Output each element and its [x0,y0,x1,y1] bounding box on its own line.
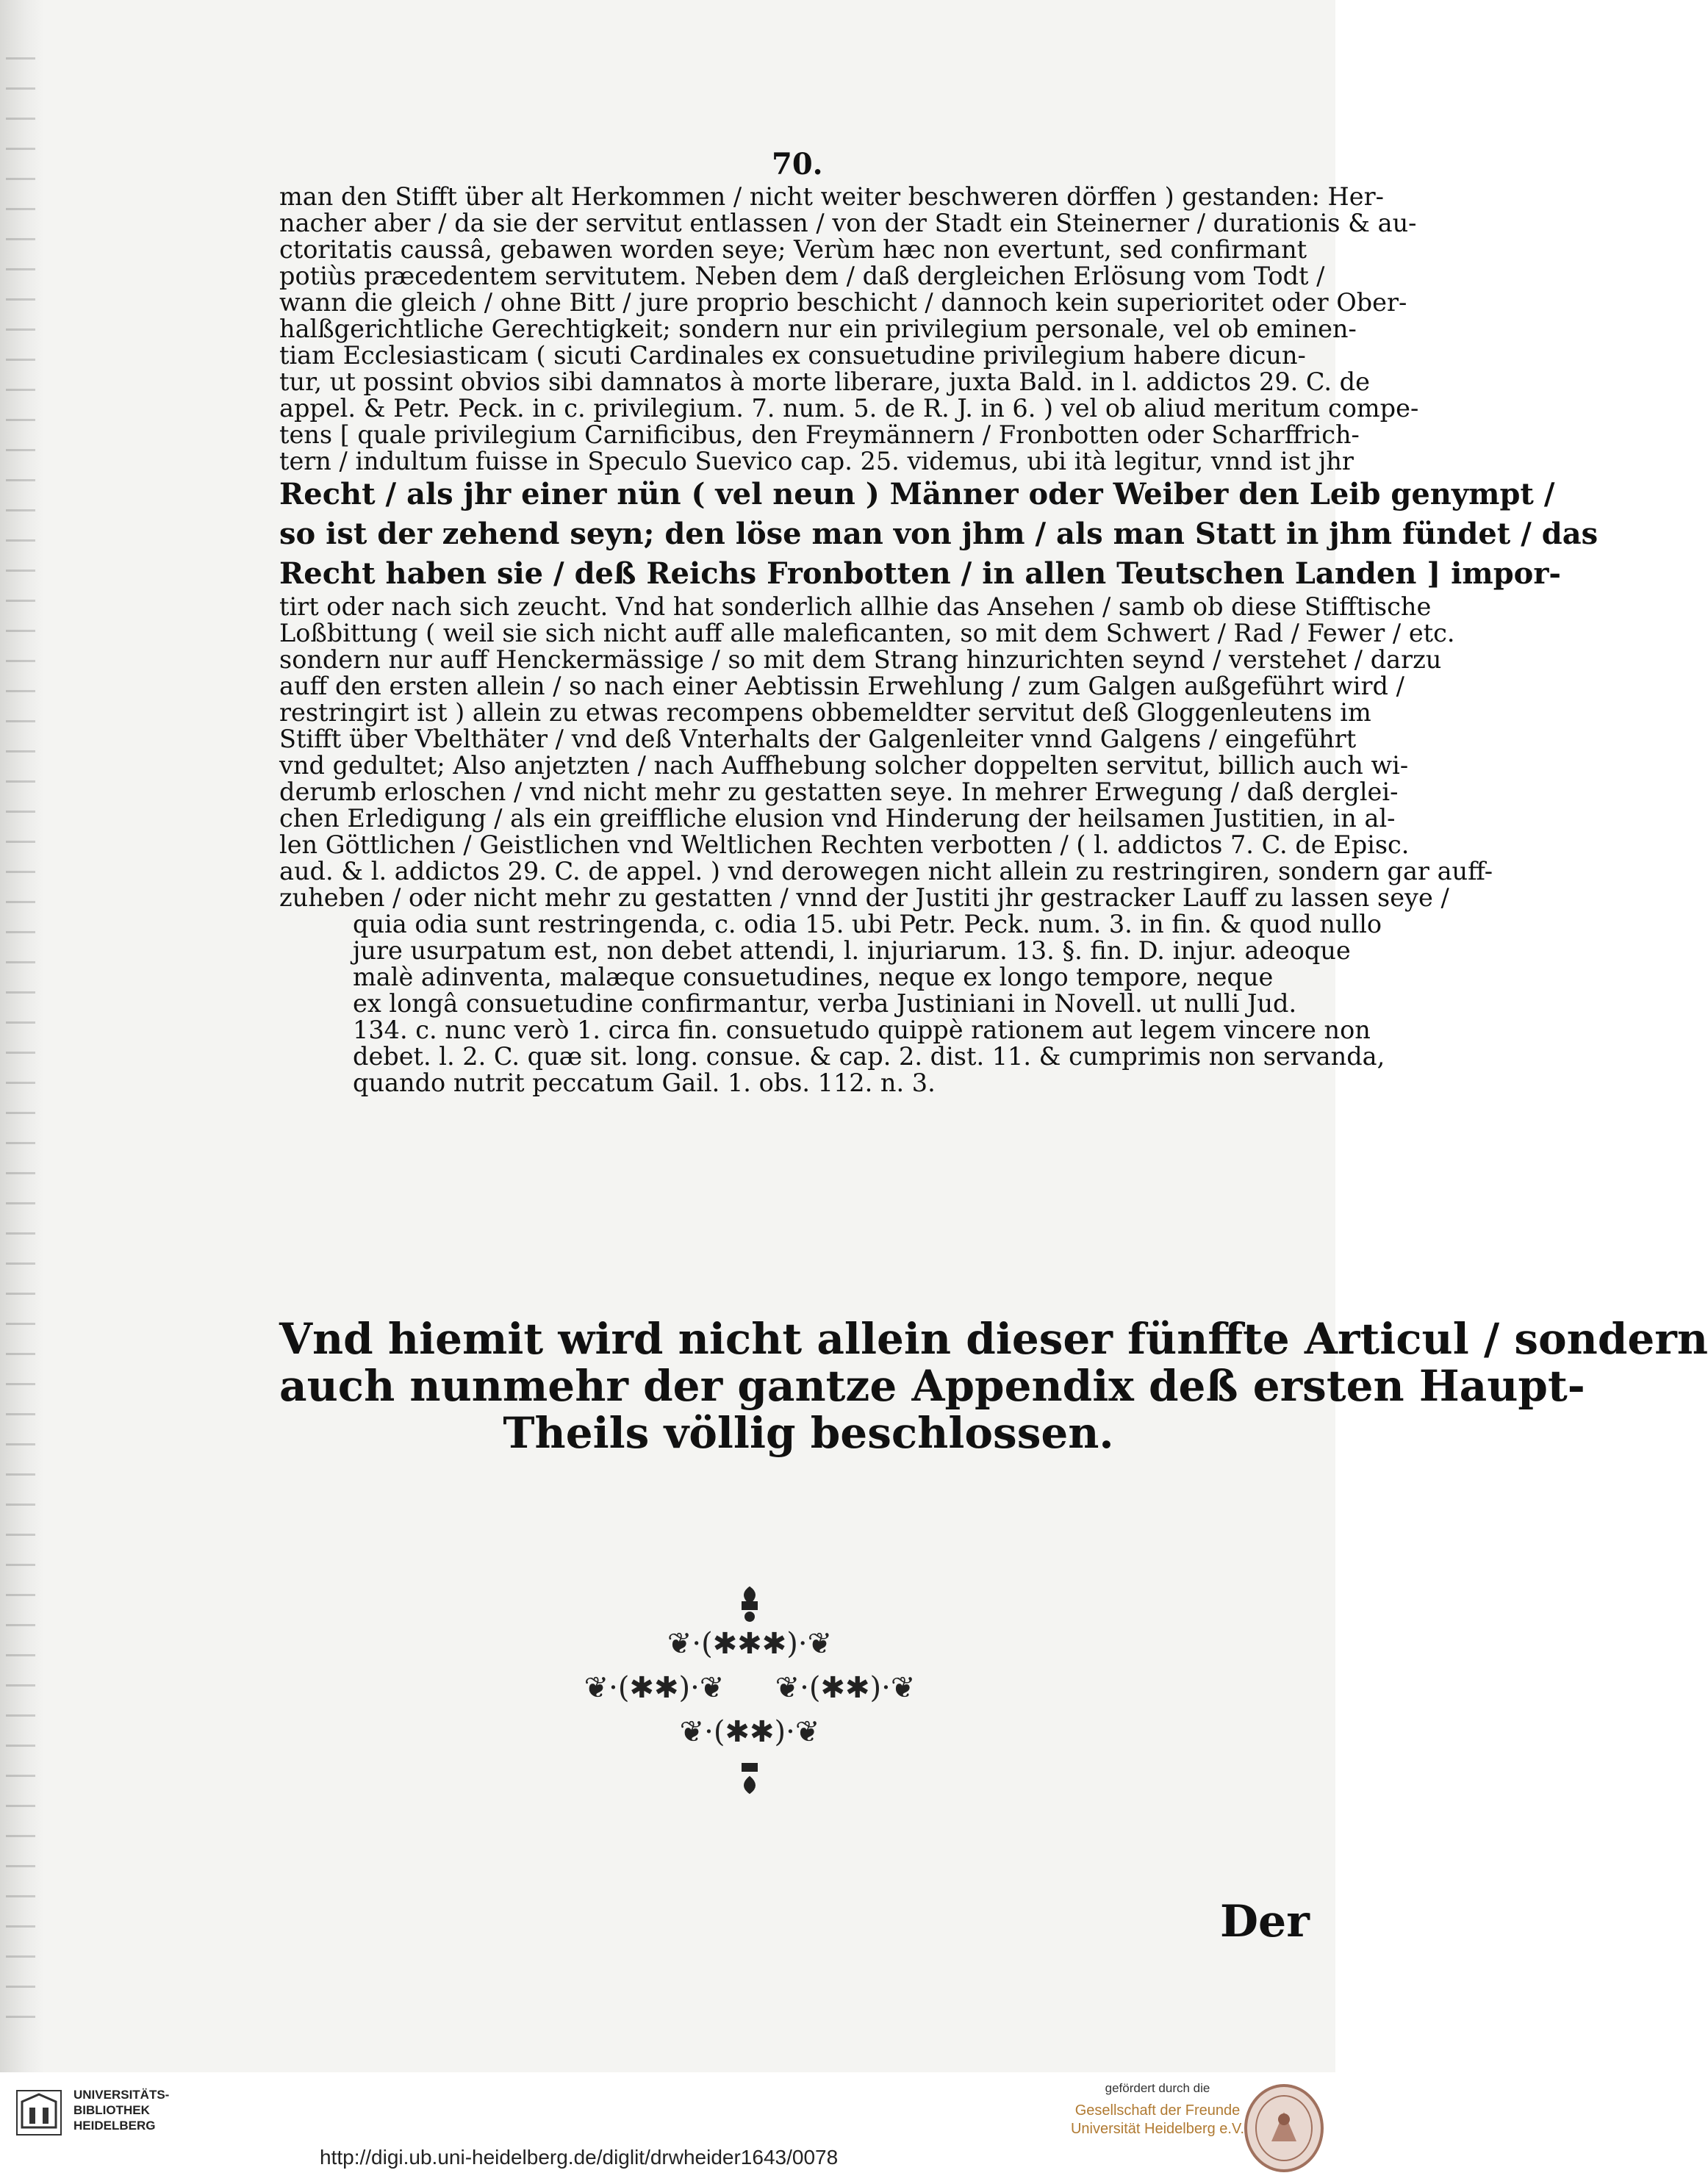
text-line: Stifft über Vbelthäter / vnd deß Vnterhalts der Galgenleiter vnnd Galgens / eingeführt [279,725,1357,753]
body-text [279,182,1598,1097]
text-line: halßgerichtliche Gerechtigkeit; sondern nur ein privilegium personale, vel ob eminen- [279,315,1357,343]
emphasis-line: Recht haben sie / deß Reichs Fronbotten / in allen Teutschen Landen ] impor- [279,556,1562,591]
gutter-shadow [6,29,35,2028]
text-line: chen Erledigung / als ein greiffliche elusion vnd Hinderung der heilsamen Justitien, in al- [279,804,1396,833]
library-name-line: UNIVERSITÄTS- [73,2088,170,2102]
indented-line: jure usurpatum est, non debet attendi, l. injuriarum. 13. §. fin. D. injur. adeoque [353,936,1351,965]
svg-text:❦·(✱✱✱)·❦: ❦·(✱✱✱)·❦ [667,1627,833,1661]
text-line: zuheben / oder nicht mehr zu gestatten / vnnd der Justiti jhr gestracker Lauff zu lassen seye / [279,883,1449,912]
sponsor-name-line: Gesellschaft der Freunde [1074,2102,1241,2119]
closing-line: Theils völlig beschlossen. [503,1408,1114,1458]
indented-line: quia odia sunt restringenda, c. odia 15. ubi Petr. Peck. num. 3. in fin. & quod nullo [353,910,1382,938]
closing-line: auch nunmehr der gantze Appendix deß ersten Haupt- [279,1361,1585,1411]
closing-line: Vnd hiemit wird nicht allein dieser fünffte Articul / sondern [279,1314,1708,1364]
text-line: tiam Ecclesiasticam ( sicuti Cardinales ex consuetudine privilegium habere dicun- [279,341,1306,370]
emphasis-line: so ist der zehend seyn; den löse man von jhm / als man Statt in jhm fündet / das [279,517,1598,551]
text-line: nacher aber / da sie der servitut entlassen / von der Stadt ein Steinerner / durationis & au- [279,209,1417,237]
svg-text:❦·(✱✱)·❦: ❦·(✱✱)·❦ [679,1715,820,1749]
book-gutter [0,0,44,2072]
printer-ornament [544,1573,955,1808]
page-number: 70. [772,147,823,182]
indented-line: ex longâ consuetudine confirmantur, verba Justiniani in Novell. ut nulli Jud. [353,989,1297,1018]
university-seal-icon [1242,2083,1327,2174]
sponsor-name-line: Universität Heidelberg e.V. [1070,2121,1245,2137]
university-library-logo [13,2087,65,2138]
sponsor-label: gefördert durch die [1105,2081,1210,2095]
text-line: appel. & Petr. Peck. in c. privilegium. 7. num. 5. de R. J. in 6. ) vel ob aliud meritum compe- [279,394,1419,423]
indented-line: 134. c. nunc verò 1. circa fin. consuetudo quippè rationem aut legem vincere non [353,1016,1371,1044]
text-line: aud. & l. addictos 29. C. de appel. ) vnd derowegen nicht allein zu restringiren, sondern gar auff- [279,857,1493,886]
permalink-url[interactable]: http://digi.ub.uni-heidelberg.de/diglit/drwheider1643/0078 [320,2146,839,2169]
library-name [73,2087,169,2133]
text-line: tens [ quale privilegium Carnificibus, den Freymännern / Fronbotten oder Scharffrich- [279,420,1360,449]
catchword: Der [1220,1896,1310,1947]
text-line: man den Stifft über alt Herkommen / nicht weiter beschweren dörffen ) gestanden: Her- [279,182,1384,211]
text-line: auff den ersten allein / so nach einer Aebtissin Erwehlung / zum Galgen außgeführt wird / [279,672,1404,700]
closing-paragraph [279,1314,1708,1458]
svg-text:❦·(✱✱)·❦: ❦·(✱✱)·❦ [775,1671,916,1705]
text-line: vnd gedultet; Also anjetzten / nach Auffhebung solcher doppelten servitut, billich auch wi- [279,751,1409,780]
text-line: restringirt ist ) allein zu etwas recompens obbemeldter servitut deß Gloggenleutens im [279,698,1371,727]
text-line: len Göttlichen / Geistlichen vnd Weltlichen Rechten verbotten / ( l. addictos 7. C. de Episc. [279,830,1410,859]
text-line: potiùs præcedentem servitutem. Neben dem / daß dergleichen Erlösung vom Todt / [279,262,1325,290]
svg-text:❦·(✱✱)·❦: ❦·(✱✱)·❦ [584,1671,725,1705]
viewer-footer [0,2072,1335,2184]
text-line: Loßbittung ( weil sie sich nicht auff alle maleficanten, so mit dem Schwert / Rad / Fewer / etc. [279,619,1455,647]
text-line: ctoritatis caussâ, gebawen worden seye; Verùm hæc non evertunt, sed confirmant [279,235,1307,264]
library-name-line: BIBLIOTHEK [73,2103,150,2117]
indented-line: malè adinventa, malæque consuetudines, neque ex longo tempore, neque [353,963,1274,991]
indented-line: quando nutrit peccatum Gail. 1. obs. 112. n. 3. [353,1068,936,1097]
text-line: derumb erloschen / vnd nicht mehr zu gestatten seye. In mehrer Erwegung / daß derglei- [279,777,1399,806]
text-line: sondern nur auff Henckermässige / so mit dem Strang hinzurichten seynd / verstehet / darzu [279,645,1442,674]
text-line: tur, ut possint obvios sibi damnatos à morte liberare, juxta Bald. in l. addictos 29. C. de [279,367,1370,396]
emphasis-line: Recht / als jhr einer nün ( vel neun ) Männer oder Weiber den Leib genympt / [279,477,1555,511]
text-line: wann die gleich / ohne Bitt / jure proprio beschicht / dannoch kein superioritet oder Ober- [279,288,1407,317]
text-line: tirt oder nach sich zeucht. Vnd hat sonderlich allhie das Ansehen / samb ob diese Stifftische [279,592,1432,621]
library-name-line: HEIDELBERG [73,2119,156,2133]
text-line: tern / indultum fuisse in Speculo Suevico cap. 25. videmus, ubi ità legitur, vnnd ist jhr [279,447,1354,475]
indented-line: debet. l. 2. C. quæ sit. long. consue. & cap. 2. dist. 11. & cumprimis non servanda, [353,1042,1385,1071]
